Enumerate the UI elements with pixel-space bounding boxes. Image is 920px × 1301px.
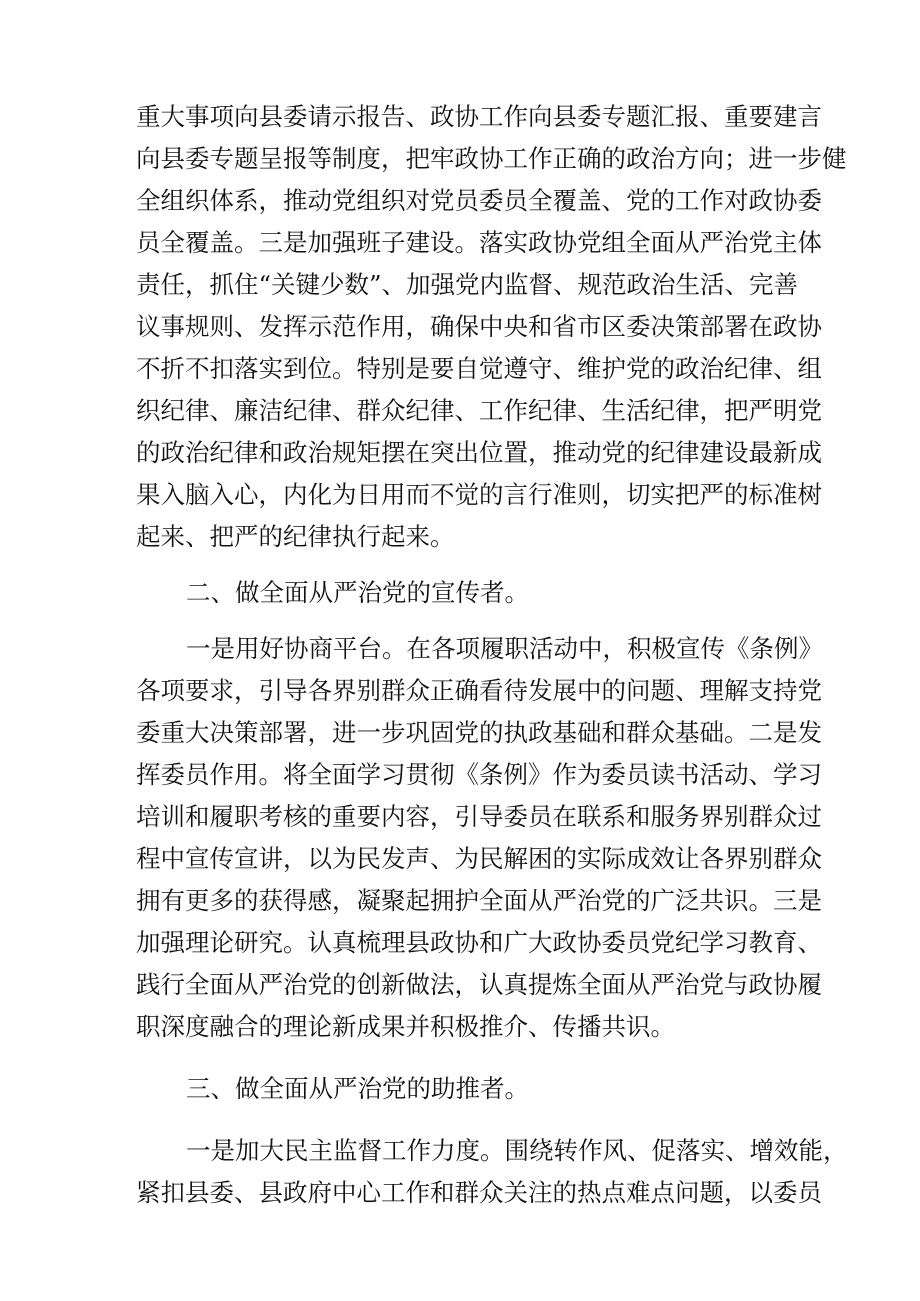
text-line: 果入脑入心，内化为日用而不觉的言行准则，切实把严的标准树 <box>136 480 822 509</box>
text-line: 起来、把严的纪律执行起来。 <box>136 522 455 551</box>
text-line: 各项要求，引导各界别群众正确看待发展中的问题、理解支持党 <box>136 676 822 705</box>
paragraph-publicity <box>136 628 823 1048</box>
text-line: 议事规则、发挥示范作用，确保中央和省市区委决策部署在政协 <box>136 312 822 341</box>
text-line: 织纪律、廉洁纪律、群众纪律、工作纪律、生活纪律，把严明党 <box>136 396 822 425</box>
text-line: 责任，抓住“关键少数”、加强党内监督、规范政治生活、完善 <box>136 270 799 299</box>
section-heading-promoter <box>136 572 796 614</box>
section-heading-booster <box>136 1068 796 1110</box>
text-line: 践行全面从严治党的创新做法，认真提炼全面从严治党与政协履 <box>136 970 822 999</box>
paragraph-party-building <box>136 96 847 558</box>
text-line: 程中宣传宣讲，以为民发声、为民解困的实际成效让各界别群众 <box>136 844 822 873</box>
section-heading: 三、做全面从严治党的助推者。 <box>186 1074 529 1103</box>
section-heading: 二、做全面从严治党的宣传者。 <box>186 578 529 607</box>
text-line: 向县委专题呈报等制度，把牢政协工作正确的政治方向；进一步健 <box>136 144 847 173</box>
text-line: 委重大决策部署，进一步巩固党的执政基础和群众基础。二是发 <box>136 718 822 747</box>
text-line: 员全覆盖。三是加强班子建设。落实政协党组全面从严治党主体 <box>136 228 822 257</box>
text-line: 不折不扣落实到位。特别是要自觉遵守、维护党的政治纪律、组 <box>136 354 822 383</box>
text-line: 培训和履职考核的重要内容，引导委员在联系和服务界别群众过 <box>136 802 822 831</box>
document-body <box>136 96 848 1214</box>
text-line: 拥有更多的获得感，凝聚起拥护全面从严治党的广泛共识。三是 <box>136 886 822 915</box>
text-line: 的政治纪律和政治规矩摆在突出位置，推动党的纪律建设最新成 <box>136 438 822 467</box>
text-line: 一是加大民主监督工作力度。围绕转作风、促落实、增效能， <box>186 1136 848 1165</box>
text-line: 加强理论研究。认真梳理县政协和广大政协委员党纪学习教育、 <box>136 928 822 957</box>
text-line: 重大事项向县委请示报告、政协工作向县委专题汇报、重要建言 <box>136 102 822 131</box>
text-line: 一是用好协商平台。在各项履职活动中，积极宣传《条例》 <box>186 634 823 663</box>
text-line: 全组织体系，推动党组织对党员委员全覆盖、党的工作对政协委 <box>136 186 822 215</box>
text-line: 挥委员作用。将全面学习贯彻《条例》作为委员读书活动、学习 <box>136 760 822 789</box>
text-line: 职深度融合的理论新成果并积极推介、传播共识。 <box>136 1012 675 1041</box>
text-line: 紧扣县委、县政府中心工作和群众关注的热点难点问题，以委员 <box>136 1178 822 1207</box>
paragraph-supervision <box>136 1130 848 1214</box>
